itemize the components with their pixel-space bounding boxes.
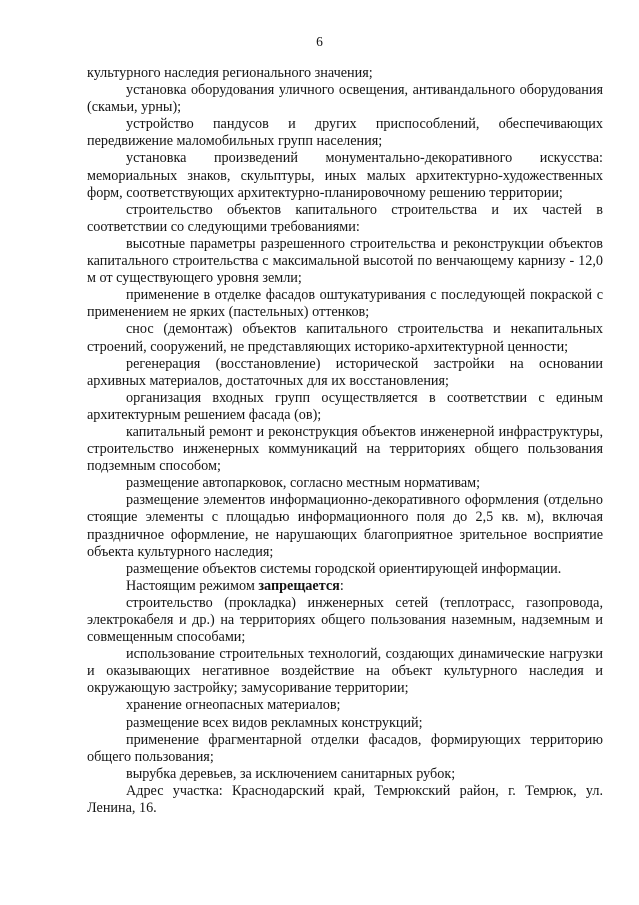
address-paragraph: Адрес участка: Краснодарский край, Темрюкский район, г. Темрюк, ул. Ленина, 16. <box>87 782 603 817</box>
document-body <box>87 65 603 817</box>
paragraph: размещение объектов системы городской ориентирующей информации. <box>126 560 562 577</box>
paragraph: строительство объектов капитального строительства и их частей в соответствии со следующими требованиями: <box>87 201 603 235</box>
paragraph: установка произведений монументально-декоративного искусства: мемориальных знаков, скульптуры, иных малых архитектурно-художественных форм, соответствующих архитектурно-планировочному решению территории; <box>87 150 603 201</box>
prohibited-item: строительство (прокладка) инженерных сетей (теплотрасс, газопровода, электрокабеля и др.) на территориях общего пользования наземным, надземным и совмещенным способами; <box>87 594 603 646</box>
prohibited-item: вырубка деревьев, за исключением санитарных рубок; <box>126 765 456 782</box>
prohibited-keyword: запрещается <box>258 577 340 594</box>
page-number: 6 <box>316 34 323 49</box>
paragraph: капитальный ремонт и реконструкция объектов инженерной инфраструктуры, строительство инженерных коммуникаций на территориях общего пользования подземным способом; <box>87 423 603 475</box>
paragraph: организация входных групп осуществляется в соответствии с единым архитектурным решением фасада (ов); <box>87 389 603 423</box>
paragraph: культурного наследия регионального значения; <box>87 65 373 81</box>
paragraph: снос (демонтаж) объектов капитального строительства и некапитальных строений, сооружений, не представляющих историко-архитектурной ценности; <box>87 321 603 355</box>
prohibited-intro-tail: : <box>339 577 344 594</box>
paragraph: регенерация (восстановление) исторической застройки на основании архивных материалов, достаточных для их восстановления; <box>87 355 603 389</box>
paragraph: размещение элементов информационно-декоративного оформления (отдельно стоящие элементы с площадью информационного поля до 2,5 кв. м), включая праздничное оформление, не нарушающих благоприятное зрительное восприятие объекта культурного наследия; <box>87 492 603 560</box>
paragraph: применение в отделке фасадов оштукатуривания с последующей покраской с применением не ярких (пастельных) оттенков; <box>87 287 603 321</box>
paragraph: высотные параметры разрешенного строительства и реконструкции объектов капитального строительства с максимальной высотой по венчающему карнизу - 12,0 м от существующего уровня земли; <box>87 235 603 287</box>
paragraph: устройство пандусов и других приспособлений, обеспечивающих передвижение маломобильных групп населения; <box>87 116 603 150</box>
prohibited-item: размещение всех видов рекламных конструкций; <box>126 714 423 731</box>
prohibited-item: применение фрагментарной отделки фасадов, формирующих территорию общего пользования; <box>87 731 603 765</box>
paragraph: установка оборудования уличного освещения, антивандального оборудования (скамьи, урны); <box>87 82 603 116</box>
prohibited-item: хранение огнеопасных материалов; <box>126 697 341 714</box>
paragraph: размещение автопарковок, согласно местным нормативам; <box>126 475 481 492</box>
prohibited-intro-lead: Настоящим режимом <box>126 577 259 594</box>
prohibited-intro <box>87 578 603 595</box>
prohibited-item: использование строительных технологий, создающих динамические нагрузки и оказывающих негативное воздействие на объект культурного наследия и окружающую застройку; замусоривание территории; <box>87 646 603 697</box>
